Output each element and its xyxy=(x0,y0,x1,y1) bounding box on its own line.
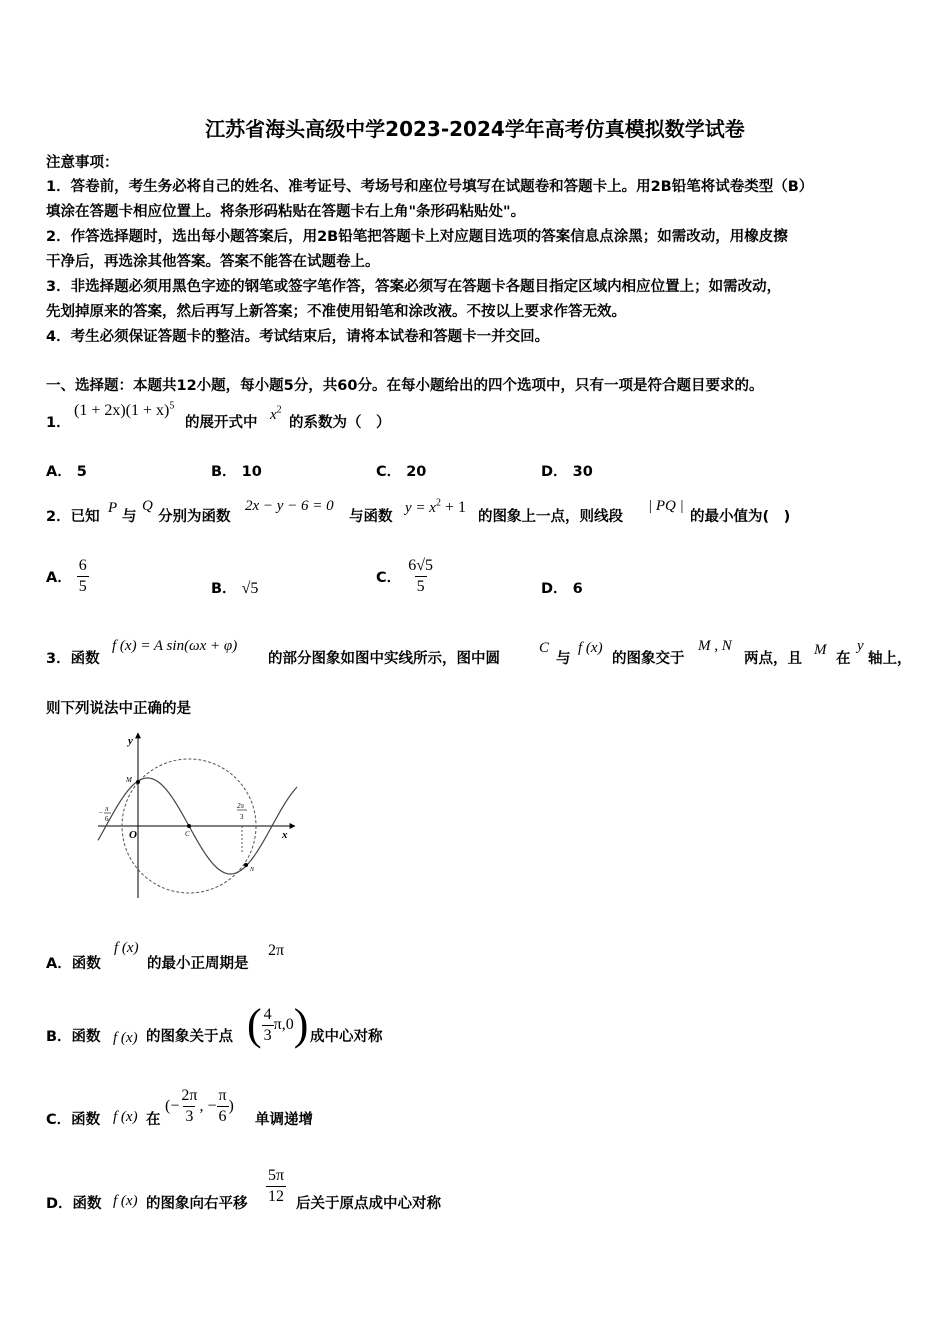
option-d-end: 后关于原点成中心对称 xyxy=(296,1196,441,1212)
notes-line: 干净后，再选涂其他答案。答案不能答在试题卷上。 xyxy=(46,254,380,270)
option-b-end: 成中心对称 xyxy=(310,1029,383,1045)
question-2-text: 与函数 xyxy=(349,509,393,525)
question-2-option-a: A． $\frac{6}{5}$ xyxy=(46,557,87,595)
label-o: O xyxy=(129,829,137,841)
axis-y: y xyxy=(857,638,864,654)
label-m: M xyxy=(126,776,132,784)
point-c-dot xyxy=(187,824,191,828)
question-2-option-d: D． 6 xyxy=(541,581,583,597)
points-mn: M , N xyxy=(698,638,732,654)
sine-graph xyxy=(90,728,305,903)
question-3-option-d: D．函数 xyxy=(46,1196,102,1212)
question-3-text: 与 xyxy=(556,651,571,667)
circle-c: C xyxy=(539,640,550,656)
question-3-text: 的部分图象如图中实线所示，图中圆 xyxy=(268,651,500,667)
question-2-option-b: B． √5 xyxy=(211,580,259,597)
label-three: 3 xyxy=(240,813,244,821)
function-parabola: $y = x^2 + 1$ xyxy=(405,497,466,516)
notes-heading: 注意事项： xyxy=(46,155,119,171)
label-pi: π xyxy=(105,805,109,813)
function-fx: f (x) xyxy=(578,640,603,656)
option-a-text: 的最小正周期是 xyxy=(147,956,249,972)
question-1-expression: $(1 + 2x)(1 + x)^5$ xyxy=(74,400,175,419)
label-six: 6 xyxy=(105,815,109,823)
question-3-text: 轴上， xyxy=(868,651,912,667)
notes-line: 先划掉原来的答案，然后再写上新答案；不准使用铅笔和涂改液。不按以上要求作答无效。 xyxy=(46,304,626,320)
label-neg-sign: − xyxy=(99,809,103,817)
label-c: C xyxy=(185,830,190,838)
option-d-text: 的图象向右平移 xyxy=(146,1196,248,1212)
question-1-number: 1． xyxy=(46,415,71,431)
question-3-text: 的图象交于 xyxy=(612,651,685,667)
option-a-fx: f (x) xyxy=(114,940,139,956)
option-b-fx: f (x) xyxy=(113,1030,138,1046)
question-3-option-b: B．函数 xyxy=(46,1029,101,1045)
option-a-value: 2π xyxy=(268,942,285,959)
notes-line: 2．作答选择题时，选出每小题答案后，用2B铅笔把答题卡上对应题目选项的答案信息点涂黑；如需改动，用橡皮擦 xyxy=(46,229,788,245)
option-c-end: 单调递增 xyxy=(255,1112,313,1128)
point-p: P xyxy=(108,500,118,516)
question-2-text: 分别为函数 xyxy=(158,509,231,525)
question-2-option-c: C． $\frac{6√5}{5}$ xyxy=(376,557,433,595)
option-c-text: 在 xyxy=(146,1112,161,1128)
option-b-text: 的图象关于点 xyxy=(146,1029,233,1045)
question-1-option-c: C． 20 xyxy=(376,464,427,480)
question-2-text: 的图象上一点，则线段 xyxy=(478,509,623,525)
notes-line: 4．考生必须保证答题卡的整洁。考试结束后，请将本试卷和答题卡一并交回。 xyxy=(46,329,550,345)
question-1-option-d: D． 30 xyxy=(541,464,593,480)
label-two-pi: 2π xyxy=(237,802,245,810)
notes-line: 填涂在答题卡相应位置上。将条形码粘贴在答题卡右上角"条形码粘贴处"。 xyxy=(46,204,526,220)
notes-line: 3．非选择题必须用黑色字迹的钢笔或签字笔作答，答案必须写在答题卡各题目指定区域内相应位置上；如需改动， xyxy=(46,279,782,295)
question-1-power: $x^2$ xyxy=(270,404,282,423)
question-3-option-c: C．函数 xyxy=(46,1112,101,1128)
option-c-fx: f (x) xyxy=(113,1109,138,1125)
question-2-text: 与 xyxy=(122,509,137,525)
option-c-interval: (− $\frac{2\pi}{3}$ , − $\frac{\pi}{6}$ ) xyxy=(165,1087,234,1125)
label-y: y xyxy=(128,735,133,747)
question-1-option-b: B． 10 xyxy=(211,464,262,480)
notes-line: 1．答卷前，考生务必将自己的姓名、准考证号、考场号和座位号填写在试题卷和答题卡上。用2B铅笔将试卷类型（B） xyxy=(46,179,814,195)
option-d-fx: f (x) xyxy=(113,1193,138,1209)
question-3-text: 两点，且 xyxy=(744,651,802,667)
question-2-text: 2．已知 xyxy=(46,509,100,525)
page-title: 江苏省海头高级中学2023-2024学年高考仿真模拟数学试卷 xyxy=(205,117,745,141)
option-d-shift: $\frac{5\pi}{12}$ xyxy=(268,1167,285,1205)
question-3-text: 则下列说法中正确的是 xyxy=(46,701,191,717)
question-3-text: 3．函数 xyxy=(46,651,100,667)
option-b-point: ( $\frac{4}{3}$ π,0) xyxy=(247,1000,309,1049)
question-1-text: 的展开式中 xyxy=(185,415,258,431)
function-sine: f (x) = A sin(ωx + φ) xyxy=(112,638,238,654)
section-heading: 一、选择题：本题共12小题，每小题5分，共60分。在每小题给出的四个选项中，只有一项是符合题目要求的。 xyxy=(46,378,764,394)
label-x: x xyxy=(282,829,288,841)
label-n: N xyxy=(250,867,255,873)
question-3-option-a: A．函数 xyxy=(46,956,101,972)
point-m: M xyxy=(814,642,827,658)
point-n-dot xyxy=(244,863,248,867)
question-2-text: 的最小值为( ) xyxy=(690,509,791,525)
question-3-text: 在 xyxy=(836,651,851,667)
question-1-option-a: A． 5 xyxy=(46,464,87,480)
function-line: 2x − y − 6 = 0 xyxy=(245,498,334,514)
segment-pq: | PQ | xyxy=(648,498,684,514)
question-1-text: 的系数为（ ） xyxy=(289,415,391,431)
point-q: Q xyxy=(142,498,153,514)
point-m-dot xyxy=(136,780,140,784)
